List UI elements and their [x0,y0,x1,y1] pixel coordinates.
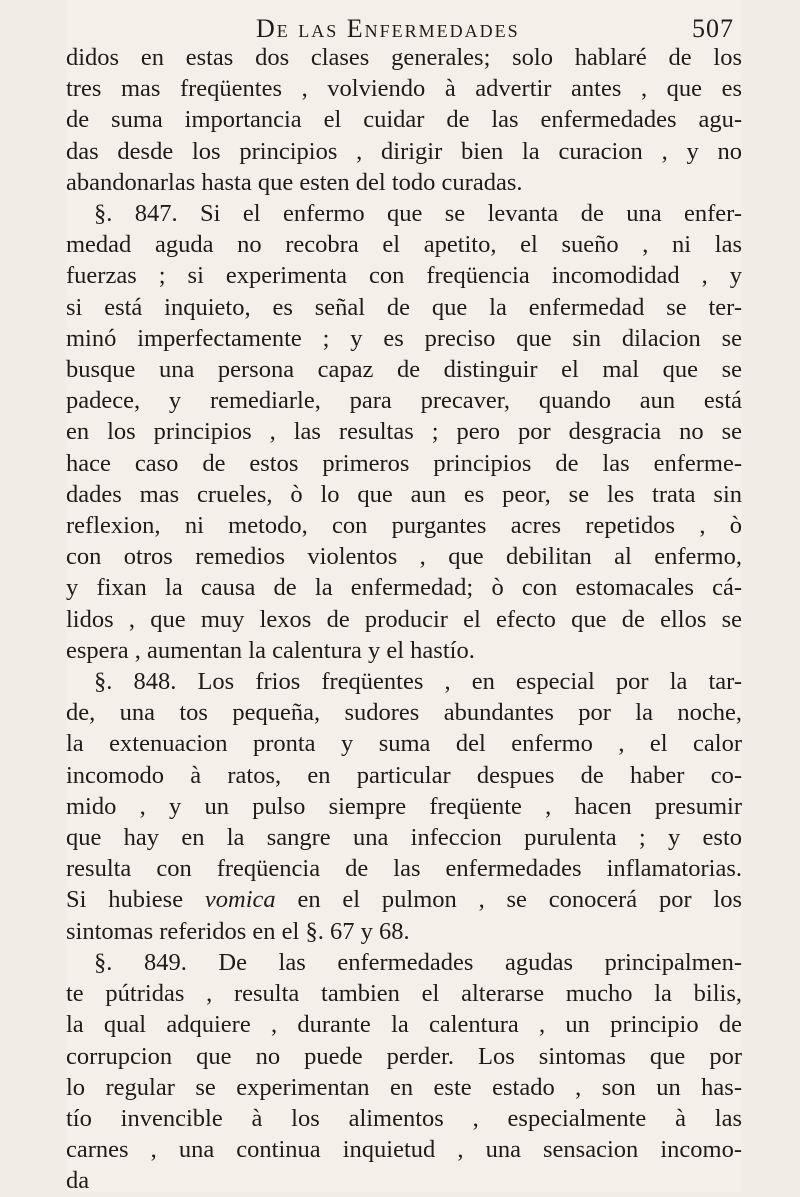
text-line: padece, y remediarle, para precaver, quando aun está [66,387,742,415]
text-line: minó imperfectamente ; y es preciso que sin dilacion se [66,324,742,352]
text-line: si está inquieto, es señal de que la enfermedad se ter- [66,293,742,321]
page-number: 507 [692,14,734,43]
text-line: con otros remedios violentos , que debilitan al enfermo, [66,543,742,571]
text-line: busque una persona capaz de distinguir el mal que se [66,356,742,384]
text-line: espera , aumentan la calentura y el hastío. [66,636,475,664]
text-line: corrupcion que no puede perder. Los sintomas que por [66,1042,742,1070]
text-line: Si hubiese vomica en el pulmon , se conocerá por los [66,886,743,914]
text-line: de, una tos pequeña, sudores abundantes por la noche, [66,699,742,727]
text-line: en los principios , las resultas ; pero por desgracia no se [66,418,742,446]
paragraph-849-start: §. 849. De las enfermedades agudas principalmen- [94,948,742,976]
text-line: resulta con freqüencia de las enfermedades inflamatorias. [66,855,742,883]
text-line: que hay en la sangre una infeccion purulenta ; y esto [66,824,742,852]
text-line: medad aguda no recobra el apetito, el sueño , ni las [66,231,742,259]
paragraph-848-start: §. 848. Los frios freqüentes , en especial por la tar- [94,668,742,696]
paragraph-847-start: §. 847. Si el enfermo que se levanta de una enfer- [94,200,742,228]
text-line: hace caso de estos primeros principios de las enferme- [66,449,742,477]
text-line: dades mas crueles, ò lo que aun es peor, se les trata sin [66,480,742,508]
text-line: incomodo à ratos, en particular despues de haber co- [66,761,742,789]
text-line: lo regular se experimentan en este estado , son un has- [66,1073,742,1101]
text-line: la extenuacion pronta y suma del enfermo , el calor [66,730,742,758]
text-line: tres mas freqüentes , volviendo à advertir antes , que es [66,75,742,103]
catchword: da [66,1167,90,1195]
text-line: das desde los principios , dirigir bien la curacion , y no [66,137,742,165]
text-line: abandonarlas hasta que esten del todo curadas. [66,168,523,196]
text-line: sintomas referidos en el §. 67 y 68. [66,917,410,945]
body-text [66,42,742,1197]
running-title: De las Enfermedades [256,14,520,43]
text-line: lidos , que muy lexos de producir el efecto que de ellos se [66,605,742,633]
text-line: te pútridas , resulta tambien el alterarse mucho la bilis, [66,980,742,1008]
text-line: reflexion, ni metodo, con purgantes acres repetidos , ò [66,512,742,540]
text-line: mido , y un pulso siempre freqüente , hacen presumir [66,792,742,820]
book-page [66,0,743,1195]
text-line: didos en estas dos clases generales; solo hablaré de los [66,44,742,71]
text-line: carnes , una continua inquietud , una sensacion incomo- [66,1136,742,1164]
text-line: tío invencible à los alimentos , especialmente à las [66,1104,742,1132]
text-line: y fixan la causa de la enfermedad; ò con estomacales cá- [66,574,742,602]
text-line: la qual adquiere , durante la calentura , un principio de [66,1011,742,1039]
text-line: de suma importancia el cuidar de las enfermedades agu- [66,106,742,134]
text-line: fuerzas ; si experimenta con freqüencia incomodidad , y [66,262,742,290]
